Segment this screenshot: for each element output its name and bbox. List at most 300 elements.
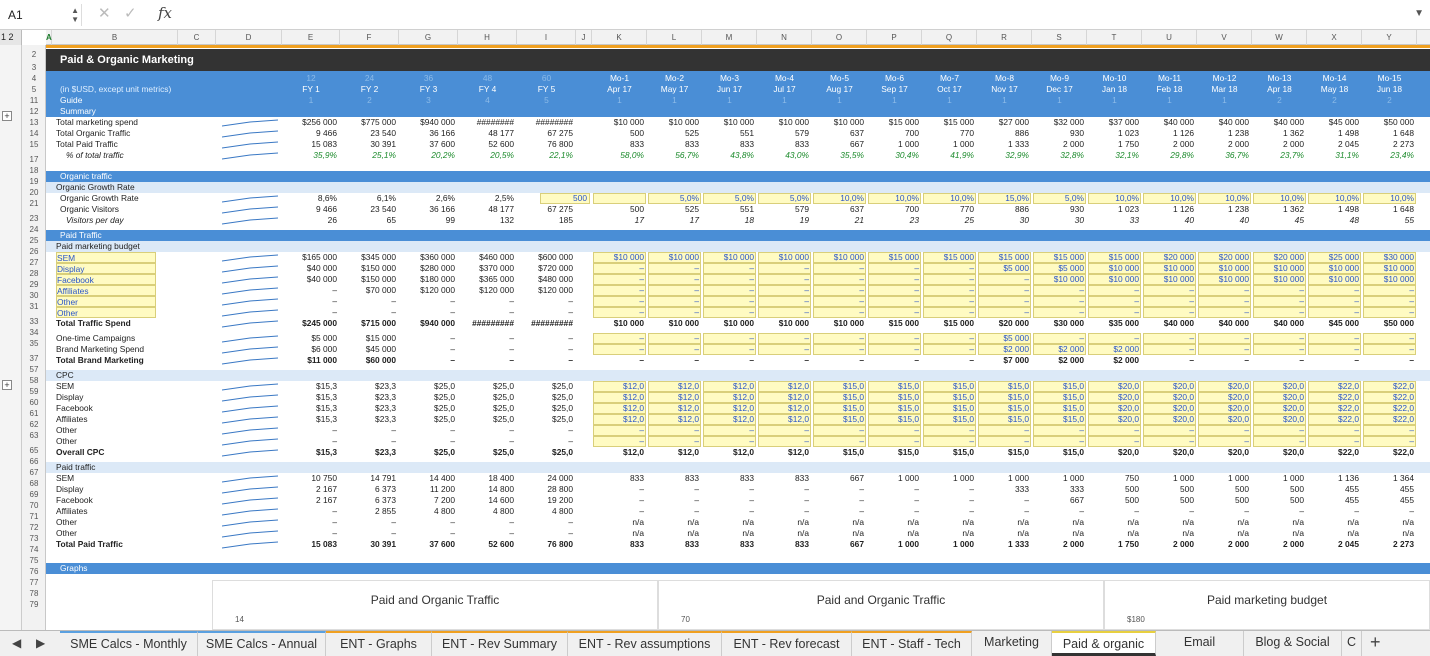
sheet-tab-c[interactable]: C — [1342, 631, 1362, 656]
column-header-y[interactable]: Y — [1362, 30, 1417, 45]
row-header-57[interactable]: 57 — [29, 365, 39, 374]
month-value[interactable]: $10 000 — [1163, 263, 1194, 273]
month-value[interactable]: – — [914, 436, 919, 446]
month-value[interactable]: $10 000 — [833, 252, 864, 262]
month-value[interactable]: $10 000 — [1273, 263, 1304, 273]
month-value[interactable]: $15,0 — [953, 392, 974, 402]
month-value[interactable]: – — [1299, 425, 1304, 435]
column-header-k[interactable]: K — [592, 30, 647, 45]
month-value[interactable]: $10 000 — [1328, 263, 1359, 273]
month-value[interactable]: – — [1024, 274, 1029, 284]
outline-levels[interactable]: 1 2 — [0, 30, 22, 45]
month-value[interactable]: 10,0% — [1225, 193, 1249, 203]
month-value[interactable]: – — [859, 333, 864, 343]
month-value[interactable]: – — [914, 307, 919, 317]
month-value[interactable]: – — [1024, 296, 1029, 306]
month-value[interactable]: – — [804, 274, 809, 284]
month-value[interactable]: $12,0 — [788, 381, 809, 391]
column-header-j[interactable]: J — [576, 30, 592, 45]
next-sheet-icon[interactable]: ▶ — [36, 636, 46, 650]
month-value[interactable]: – — [1354, 344, 1359, 354]
column-header-q[interactable]: Q — [922, 30, 977, 45]
sheet-tab-ent-graphs[interactable]: ENT - Graphs — [326, 631, 432, 656]
month-value[interactable]: – — [1024, 436, 1029, 446]
row-header-72[interactable]: 72 — [29, 523, 39, 532]
month-value[interactable]: 10,0% — [840, 193, 864, 203]
month-value[interactable]: $12,0 — [788, 414, 809, 424]
month-value[interactable]: – — [1024, 285, 1029, 295]
month-value[interactable]: – — [1409, 285, 1414, 295]
month-value[interactable]: 5,0% — [734, 193, 754, 203]
row-header-63[interactable]: 63 — [29, 431, 39, 440]
month-value[interactable]: 15,0% — [1005, 193, 1029, 203]
month-value[interactable]: – — [914, 296, 919, 306]
month-value[interactable]: $20,0 — [1283, 381, 1304, 391]
row-header-3[interactable]: 3 — [31, 63, 37, 72]
column-header-t[interactable]: T — [1087, 30, 1142, 45]
month-value[interactable]: $15 000 — [998, 252, 1029, 262]
month-value[interactable]: $12,0 — [678, 403, 699, 413]
month-value[interactable]: – — [1079, 333, 1084, 343]
column-header-l[interactable]: L — [647, 30, 702, 45]
month-value[interactable]: $12,0 — [788, 392, 809, 402]
sheet-tab-sme-calcs-annual[interactable]: SME Calcs - Annual — [198, 631, 326, 656]
month-value[interactable]: $12,0 — [623, 381, 644, 391]
month-value[interactable]: $20,0 — [1283, 392, 1304, 402]
month-value[interactable]: 10,0% — [895, 193, 919, 203]
row-header-27[interactable]: 27 — [29, 258, 39, 267]
month-value[interactable]: $20,0 — [1118, 381, 1139, 391]
fx-icon[interactable]: fx — [158, 4, 173, 22]
month-value[interactable]: $25 000 — [1328, 252, 1359, 262]
month-value[interactable]: – — [1409, 425, 1414, 435]
row-header-76[interactable]: 76 — [29, 567, 39, 576]
month-value[interactable]: $12,0 — [733, 381, 754, 391]
month-value[interactable]: $15,0 — [843, 414, 864, 424]
month-value[interactable]: – — [804, 425, 809, 435]
month-value[interactable] — [592, 193, 644, 204]
month-value[interactable]: $5 000 — [1003, 263, 1029, 273]
sheet-tab-ent-staff-tech[interactable]: ENT - Staff - Tech — [852, 631, 972, 656]
month-value[interactable]: – — [1244, 344, 1249, 354]
month-value[interactable]: – — [1244, 296, 1249, 306]
column-header-r[interactable]: R — [977, 30, 1032, 45]
month-value[interactable]: $2 000 — [1058, 344, 1084, 354]
month-value[interactable]: $15,0 — [898, 392, 919, 402]
month-value[interactable]: – — [969, 333, 974, 343]
month-value[interactable]: 10,0% — [1335, 193, 1359, 203]
month-value[interactable]: – — [1189, 307, 1194, 317]
month-value[interactable]: $5 000 — [1058, 263, 1084, 273]
month-value[interactable]: – — [1409, 344, 1414, 354]
month-value[interactable]: – — [639, 263, 644, 273]
month-value[interactable]: – — [1299, 307, 1304, 317]
month-value[interactable]: – — [749, 285, 754, 295]
sheet-tab-sme-calcs-monthly[interactable]: SME Calcs - Monthly — [60, 631, 198, 656]
month-value[interactable]: $20 000 — [1163, 252, 1194, 262]
month-value[interactable]: – — [1134, 285, 1139, 295]
column-header-h[interactable]: H — [458, 30, 517, 45]
row-header-5[interactable]: 5 — [31, 85, 37, 94]
expand-group-button[interactable]: + — [2, 111, 12, 121]
month-value[interactable]: $20,0 — [1228, 392, 1249, 402]
column-header-s[interactable]: S — [1032, 30, 1087, 45]
row-header-70[interactable]: 70 — [29, 501, 39, 510]
month-value[interactable]: – — [804, 333, 809, 343]
month-value[interactable]: – — [1354, 425, 1359, 435]
month-value[interactable]: $22,0 — [1338, 381, 1359, 391]
month-value[interactable]: – — [1189, 333, 1194, 343]
month-value[interactable]: – — [859, 285, 864, 295]
month-value[interactable]: $2 000 — [1113, 344, 1139, 354]
month-value[interactable]: $10 000 — [778, 252, 809, 262]
month-value[interactable]: – — [914, 425, 919, 435]
month-value[interactable]: $22,0 — [1393, 381, 1414, 391]
month-value[interactable]: $15,0 — [1063, 392, 1084, 402]
month-value[interactable]: $15,0 — [1063, 403, 1084, 413]
month-value[interactable]: $15,0 — [1008, 414, 1029, 424]
month-value[interactable]: – — [804, 344, 809, 354]
month-value[interactable]: $2 000 — [1003, 344, 1029, 354]
month-value[interactable]: – — [969, 274, 974, 284]
row-header-34[interactable]: 34 — [29, 328, 39, 337]
month-value[interactable]: – — [639, 274, 644, 284]
month-value[interactable]: – — [639, 307, 644, 317]
row-header-59[interactable]: 59 — [29, 387, 39, 396]
month-value[interactable]: – — [969, 296, 974, 306]
month-value[interactable]: $10 000 — [613, 252, 644, 262]
sheet-tab-marketing[interactable]: Marketing — [972, 631, 1052, 656]
month-value[interactable]: $10 000 — [1383, 263, 1414, 273]
month-value[interactable]: – — [804, 263, 809, 273]
month-value[interactable]: $15,0 — [1008, 392, 1029, 402]
month-value[interactable]: – — [1079, 307, 1084, 317]
month-value[interactable]: – — [749, 296, 754, 306]
name-box-stepper-icon[interactable]: ▲ ▼ — [71, 6, 79, 24]
month-value[interactable]: $15 000 — [943, 252, 974, 262]
row-header-79[interactable]: 79 — [29, 600, 39, 609]
month-value[interactable]: – — [749, 344, 754, 354]
month-value[interactable]: $10 000 — [1108, 263, 1139, 273]
month-value[interactable]: – — [694, 263, 699, 273]
column-header-g[interactable]: G — [399, 30, 458, 45]
month-value[interactable]: $15,0 — [953, 403, 974, 413]
month-value[interactable]: $12,0 — [623, 414, 644, 424]
month-value[interactable]: $20,0 — [1228, 403, 1249, 413]
month-value[interactable]: – — [749, 274, 754, 284]
month-value[interactable]: – — [859, 274, 864, 284]
month-value[interactable]: $22,0 — [1393, 403, 1414, 413]
month-value[interactable]: – — [1409, 333, 1414, 343]
month-value[interactable]: – — [1134, 296, 1139, 306]
month-value[interactable]: – — [639, 436, 644, 446]
row-header-69[interactable]: 69 — [29, 490, 39, 499]
month-value[interactable]: $20,0 — [1118, 403, 1139, 413]
cancel-icon[interactable]: ✕ — [98, 5, 111, 22]
prev-sheet-icon[interactable]: ◀ — [12, 636, 22, 650]
row-header-60[interactable]: 60 — [29, 398, 39, 407]
month-value[interactable]: – — [749, 436, 754, 446]
month-value[interactable]: $20,0 — [1118, 392, 1139, 402]
add-sheet-button[interactable]: + — [1370, 632, 1381, 652]
column-header-c[interactable]: C — [178, 30, 216, 45]
month-value[interactable]: $10 000 — [1273, 274, 1304, 284]
month-value[interactable]: – — [914, 285, 919, 295]
month-value[interactable]: – — [639, 425, 644, 435]
sheet-tab-blog-social[interactable]: Blog & Social — [1244, 631, 1342, 656]
month-value[interactable]: – — [1299, 285, 1304, 295]
sheet-tab-ent-rev-assumptions[interactable]: ENT - Rev assumptions — [568, 631, 722, 656]
month-value[interactable]: $15,0 — [898, 414, 919, 424]
column-header-n[interactable]: N — [757, 30, 812, 45]
month-value[interactable]: – — [1354, 307, 1359, 317]
sheet-tab-ent-rev-forecast[interactable]: ENT - Rev forecast — [722, 631, 852, 656]
month-value[interactable]: $15,0 — [898, 403, 919, 413]
row-header-2[interactable]: 2 — [31, 50, 37, 59]
column-header-m[interactable]: M — [702, 30, 757, 45]
month-value[interactable]: – — [1409, 296, 1414, 306]
month-value[interactable]: 10,0% — [1115, 193, 1139, 203]
month-value[interactable]: – — [1354, 333, 1359, 343]
month-value[interactable]: $20 000 — [1273, 252, 1304, 262]
sheet-grid[interactable] — [46, 45, 1430, 630]
month-value[interactable]: – — [1354, 285, 1359, 295]
month-value[interactable]: – — [969, 425, 974, 435]
month-value[interactable]: – — [1079, 436, 1084, 446]
month-value[interactable]: $15,0 — [1063, 414, 1084, 424]
column-header-o[interactable]: O — [812, 30, 867, 45]
month-value[interactable]: 5,0% — [679, 193, 699, 203]
month-value[interactable]: $22,0 — [1393, 414, 1414, 424]
month-value[interactable]: – — [694, 274, 699, 284]
month-value[interactable]: $12,0 — [678, 381, 699, 391]
month-value[interactable]: – — [914, 263, 919, 273]
month-value[interactable]: $12,0 — [623, 403, 644, 413]
month-value[interactable]: $30 000 — [1383, 252, 1414, 262]
month-value[interactable]: – — [1189, 425, 1194, 435]
month-value[interactable]: $15 000 — [1108, 252, 1139, 262]
month-value[interactable]: – — [749, 307, 754, 317]
row-header-35[interactable]: 35 — [29, 339, 39, 348]
month-value[interactable]: – — [1134, 307, 1139, 317]
month-value[interactable]: – — [1354, 296, 1359, 306]
chart-panel[interactable] — [658, 580, 1104, 630]
month-value[interactable]: – — [969, 344, 974, 354]
row-header-17[interactable]: 17 — [29, 155, 39, 164]
month-value[interactable]: $10 000 — [1218, 263, 1249, 273]
month-value[interactable]: – — [859, 263, 864, 273]
month-value[interactable]: $15,0 — [843, 381, 864, 391]
month-value[interactable]: $10 000 — [1108, 274, 1139, 284]
month-value[interactable]: – — [969, 307, 974, 317]
month-value[interactable]: – — [1079, 285, 1084, 295]
row-header-21[interactable]: 21 — [29, 199, 39, 208]
chart-panel[interactable] — [1104, 580, 1430, 630]
row-header-33[interactable]: 33 — [29, 317, 39, 326]
month-value[interactable]: $20,0 — [1283, 414, 1304, 424]
month-value[interactable]: $12,0 — [733, 403, 754, 413]
month-value[interactable]: $20,0 — [1228, 381, 1249, 391]
row-header-58[interactable]: 58 — [29, 376, 39, 385]
month-value[interactable]: $15,0 — [953, 381, 974, 391]
month-value[interactable]: $22,0 — [1338, 392, 1359, 402]
row-header-62[interactable]: 62 — [29, 420, 39, 429]
month-value[interactable]: $15,0 — [843, 403, 864, 413]
month-value[interactable]: $15,0 — [898, 381, 919, 391]
month-value[interactable]: $20 000 — [1218, 252, 1249, 262]
row-header-67[interactable]: 67 — [29, 468, 39, 477]
chart-panel[interactable] — [212, 580, 658, 630]
month-value[interactable]: 10,0% — [950, 193, 974, 203]
month-value[interactable]: $10 000 — [1328, 274, 1359, 284]
month-value[interactable]: – — [1299, 436, 1304, 446]
row-header-12[interactable]: 12 — [29, 107, 39, 116]
month-value[interactable]: – — [1244, 436, 1249, 446]
month-value[interactable]: – — [969, 436, 974, 446]
row-header-23[interactable]: 23 — [29, 214, 39, 223]
row-header-74[interactable]: 74 — [29, 545, 39, 554]
month-value[interactable]: – — [804, 307, 809, 317]
month-value[interactable]: – — [749, 333, 754, 343]
month-value[interactable]: – — [1079, 296, 1084, 306]
sheet-tab-ent-rev-summary[interactable]: ENT - Rev Summary — [432, 631, 568, 656]
month-value[interactable]: $10 000 — [668, 252, 699, 262]
month-value[interactable]: 5,0% — [789, 193, 809, 203]
sheet-tab-email[interactable]: Email — [1156, 631, 1244, 656]
month-value[interactable]: – — [804, 436, 809, 446]
row-header-73[interactable]: 73 — [29, 534, 39, 543]
month-value[interactable]: – — [694, 296, 699, 306]
month-value[interactable]: – — [969, 263, 974, 273]
month-value[interactable]: $5 000 — [1003, 333, 1029, 343]
month-value[interactable]: $15,0 — [843, 392, 864, 402]
month-value[interactable]: – — [694, 307, 699, 317]
month-value[interactable]: – — [859, 425, 864, 435]
month-value[interactable]: $15 000 — [888, 252, 919, 262]
month-value[interactable]: $20,0 — [1118, 414, 1139, 424]
month-value[interactable]: $15,0 — [1063, 381, 1084, 391]
name-box[interactable] — [0, 4, 82, 26]
month-value[interactable]: – — [1409, 436, 1414, 446]
month-value[interactable]: $15 000 — [1053, 252, 1084, 262]
row-header-66[interactable]: 66 — [29, 457, 39, 466]
column-header-p[interactable]: P — [867, 30, 922, 45]
month-value[interactable]: $22,0 — [1338, 403, 1359, 413]
month-value[interactable]: $10 000 — [1163, 274, 1194, 284]
month-value[interactable]: $12,0 — [733, 414, 754, 424]
column-header-b[interactable]: B — [52, 30, 178, 45]
column-header-f[interactable]: F — [340, 30, 399, 45]
row-header-13[interactable]: 13 — [29, 118, 39, 127]
month-value[interactable]: – — [639, 285, 644, 295]
month-value[interactable]: $20,0 — [1228, 414, 1249, 424]
month-value[interactable]: $15,0 — [1008, 403, 1029, 413]
month-value[interactable]: – — [639, 344, 644, 354]
month-value[interactable]: $22,0 — [1393, 392, 1414, 402]
column-header-u[interactable]: U — [1142, 30, 1197, 45]
month-value[interactable]: $20,0 — [1173, 403, 1194, 413]
month-value[interactable]: – — [1299, 333, 1304, 343]
month-value[interactable]: $10 000 — [1053, 274, 1084, 284]
month-value[interactable]: $20,0 — [1173, 392, 1194, 402]
month-value[interactable]: – — [1134, 333, 1139, 343]
column-header-w[interactable]: W — [1252, 30, 1307, 45]
column-header-v[interactable]: V — [1197, 30, 1252, 45]
row-header-77[interactable]: 77 — [29, 578, 39, 587]
month-value[interactable]: – — [914, 274, 919, 284]
month-value[interactable]: $20,0 — [1283, 403, 1304, 413]
month-value[interactable]: – — [749, 263, 754, 273]
month-value[interactable]: – — [1354, 436, 1359, 446]
row-header-65[interactable]: 65 — [29, 446, 39, 455]
month-value[interactable]: – — [1189, 344, 1194, 354]
month-value[interactable]: – — [1299, 296, 1304, 306]
column-header-e[interactable]: E — [282, 30, 340, 45]
expand-formula-icon[interactable]: ▼ — [1414, 8, 1424, 19]
row-header-20[interactable]: 20 — [29, 188, 39, 197]
month-value[interactable]: – — [859, 344, 864, 354]
column-header-a[interactable]: A — [46, 30, 52, 45]
row-header-14[interactable]: 14 — [29, 129, 39, 138]
month-value[interactable]: – — [1244, 425, 1249, 435]
row-header-25[interactable]: 25 — [29, 236, 39, 245]
month-value[interactable]: $15,0 — [1008, 381, 1029, 391]
month-value[interactable]: – — [1189, 436, 1194, 446]
row-header-37[interactable]: 37 — [29, 354, 39, 363]
month-value[interactable]: $22,0 — [1338, 414, 1359, 424]
row-header-78[interactable]: 78 — [29, 589, 39, 598]
row-header-29[interactable]: 29 — [29, 280, 39, 289]
month-value[interactable]: $20,0 — [1173, 414, 1194, 424]
row-header-28[interactable]: 28 — [29, 269, 39, 278]
month-value[interactable]: – — [1244, 333, 1249, 343]
month-value[interactable]: – — [859, 307, 864, 317]
month-value[interactable]: – — [804, 296, 809, 306]
month-value[interactable]: – — [969, 285, 974, 295]
month-value[interactable]: – — [749, 425, 754, 435]
expand-group-button[interactable]: + — [2, 380, 12, 390]
month-value[interactable]: – — [1189, 285, 1194, 295]
month-value[interactable]: – — [914, 333, 919, 343]
month-value[interactable]: – — [1024, 307, 1029, 317]
month-value[interactable]: $10 000 — [723, 252, 754, 262]
month-value[interactable]: $10 000 — [1383, 274, 1414, 284]
month-value[interactable]: – — [1189, 296, 1194, 306]
row-header-30[interactable]: 30 — [29, 291, 39, 300]
month-value[interactable]: – — [1299, 344, 1304, 354]
row-header-26[interactable]: 26 — [29, 247, 39, 256]
confirm-icon[interactable]: ✓ — [124, 5, 137, 22]
month-value[interactable]: – — [859, 436, 864, 446]
month-value[interactable]: – — [639, 296, 644, 306]
month-value[interactable]: – — [1409, 307, 1414, 317]
row-header-18[interactable]: 18 — [29, 166, 39, 175]
month-value[interactable]: – — [694, 344, 699, 354]
row-header-71[interactable]: 71 — [29, 512, 39, 521]
sheet-tab-paid-organic[interactable]: Paid & organic — [1052, 631, 1156, 656]
month-value[interactable]: – — [1244, 307, 1249, 317]
month-value[interactable]: $10 000 — [1218, 274, 1249, 284]
row-header-61[interactable]: 61 — [29, 409, 39, 418]
month-value[interactable]: – — [914, 344, 919, 354]
month-value[interactable]: – — [694, 425, 699, 435]
column-header-x[interactable]: X — [1307, 30, 1362, 45]
month-value[interactable]: – — [1134, 436, 1139, 446]
month-value[interactable]: – — [1079, 425, 1084, 435]
month-value[interactable]: $12,0 — [678, 392, 699, 402]
month-value[interactable]: – — [1024, 425, 1029, 435]
month-value[interactable]: 10,0% — [1170, 193, 1194, 203]
